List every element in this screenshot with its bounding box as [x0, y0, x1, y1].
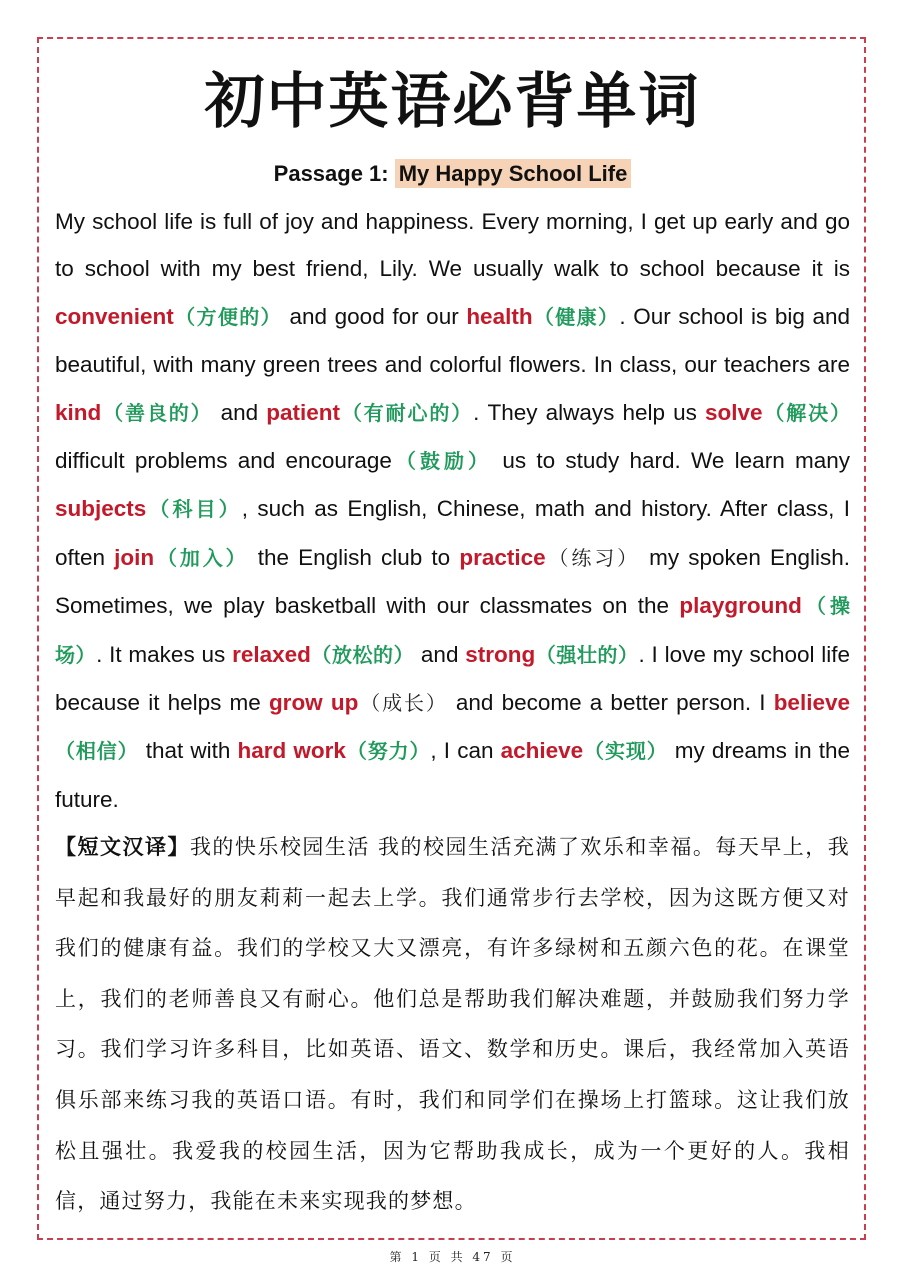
- passage-text: my dreams in the future.: [55, 738, 850, 812]
- passage-number: Passage 1:: [273, 161, 395, 186]
- page-title: 初中英语必背单词: [204, 67, 701, 137]
- translation-label: 【短文汉译】: [55, 834, 190, 859]
- vocab-meaning: （解决）: [762, 400, 851, 425]
- page-number: 第 1 页 共 47 页: [389, 1250, 516, 1264]
- passage-text: , such as English, Chinese, math and history. After class, I often: [55, 496, 850, 570]
- vocab-meaning: （操场）: [55, 594, 850, 667]
- vocab-meaning: （成长）: [358, 691, 448, 716]
- passage-heading: [0, 157, 905, 191]
- passage-text: and good for our: [281, 303, 467, 329]
- vocab-word: grow up: [268, 690, 359, 716]
- passage-text: the English club to: [248, 544, 460, 570]
- vocab-word: playground: [679, 593, 802, 619]
- vocab-meaning: （实现）: [583, 739, 668, 764]
- vocab-meaning: （方便的）: [173, 304, 282, 329]
- vocab-meaning: （善良的）: [101, 400, 213, 425]
- chinese-translation: [55, 822, 850, 1227]
- vocab-meaning: （加入）: [154, 545, 249, 570]
- vocab-meaning: （放松的）: [310, 642, 415, 667]
- vocab-word: practice: [459, 544, 546, 570]
- vocab-word: relaxed: [232, 641, 311, 667]
- passage-text: . It makes us: [96, 641, 233, 667]
- vocab-word: subjects: [55, 496, 147, 522]
- vocab-word: join: [114, 544, 155, 570]
- vocab-word: kind: [55, 399, 102, 425]
- vocab-word: achieve: [500, 738, 584, 764]
- passage-text: my spoken English. Sometimes, we play basketball with our classmates on the: [55, 544, 851, 619]
- passage-text: My school life is full of joy and happiness. Every morning, I get up early and go to school with my best friend, Lily. We usually walk to school because it is: [55, 209, 850, 282]
- passage-text: , I can: [430, 738, 501, 764]
- english-passage: [55, 198, 850, 823]
- vocab-word: strong: [465, 641, 536, 667]
- passage-text: that with: [138, 738, 238, 764]
- vocab-meaning: （科目）: [146, 497, 242, 522]
- vocab-meaning: （有耐心的）: [340, 400, 474, 425]
- passage-text: us to study hard. We learn many: [492, 448, 851, 474]
- vocab-meaning: （努力）: [345, 739, 431, 764]
- vocab-meaning: （鼓励）: [391, 449, 493, 474]
- passage-text: . Our school is big and beautiful, with many green trees and colorful flowers. In class, our teachers are: [55, 303, 850, 378]
- passage-text: . I love my school life because it helps me: [55, 641, 851, 716]
- vocab-word: solve: [705, 399, 763, 425]
- passage-text: and: [414, 641, 466, 667]
- passage-text: and become a better person. I: [447, 690, 774, 716]
- vocab-meaning: （相信）: [55, 739, 139, 764]
- passage-text: difficult problems and encourage: [55, 448, 392, 474]
- passage-text: . They always help us: [473, 399, 706, 425]
- vocab-word: health: [466, 303, 533, 329]
- vocab-word: believe: [773, 690, 850, 716]
- vocab-meaning: （健康）: [532, 304, 620, 329]
- vocab-meaning: （强壮的）: [535, 642, 639, 667]
- vocab-word: convenient: [55, 303, 174, 329]
- passage-name: My Happy School Life: [395, 159, 632, 188]
- vocab-word: hard work: [237, 738, 346, 764]
- vocab-word: patient: [266, 399, 341, 425]
- passage-text: and: [212, 399, 267, 425]
- vocab-meaning: （练习）: [545, 545, 641, 570]
- translation-text: 我的快乐校园生活 我的校园生活充满了欢乐和幸福。每天早上，我早起和我最好的朋友莉莉一起去上学。我们通常步行去学校，因为这既方便又对我们的健康有益。我们的学校又大又漂亮，有许多绿树和五颜六色的花。在课堂上，我们的老师善良又有耐心。他们总是帮助我们解决难题，并鼓励我们努力学习。我们学习许多科目，比如英语、语文、数学和历史。课后，我经常加入英语俱乐部来练习我的英语口语。有时，我们和同学们在操场上打篮球。这让我们放松且强壮。我爱我的校园生活，因为它帮助我成长，成为一个更好的人。我相信，通过努力，我能在未来实现我的梦想。: [55, 835, 850, 1214]
